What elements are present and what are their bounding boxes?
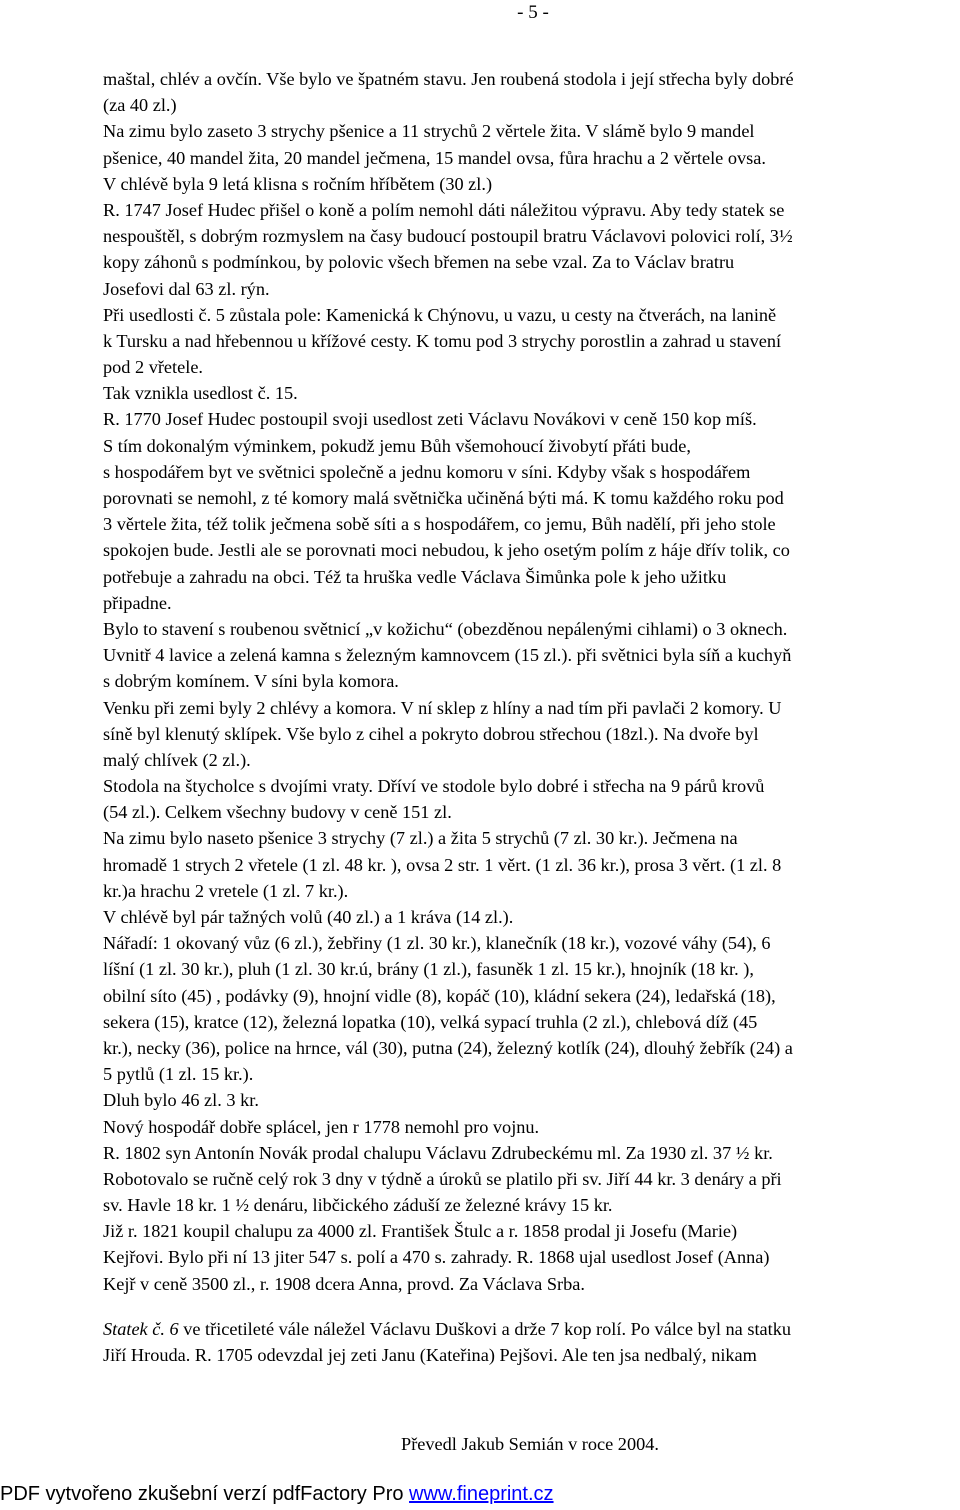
text-line: Stodola na štycholce s dvojími vraty. Dříví ve stodole bylo dobré i střecha na 9 párů krovů	[103, 776, 765, 797]
fineprint-link[interactable]: www.fineprint.cz	[409, 1483, 554, 1505]
text-line: Již r. 1821 koupil chalupu za 4000 zl. František Štulc a r. 1858 prodal ji Josefu (Marie)	[103, 1221, 738, 1242]
text-line: pod 2 vřetele.	[103, 357, 204, 378]
text-line: (54 zl.). Celkem všechny budovy v ceně 151 zl.	[103, 802, 452, 823]
text-line: Bylo to stavení s roubenou světnicí „v kožichu“ (obezděnou nepálenými cihlami) o 3 oknech.	[103, 618, 788, 639]
text-line: hromadě 1 strych 2 vřetele (1 zl. 48 kr. ), ovsa 2 str. 1 věrt. (1 zl. 36 kr.), prosa 3 věrt. (1 zl. 8	[103, 854, 782, 875]
text-line: porovnati se nemohl, z té komory malá světnička učiněná býti má. K tomu každého roku pod	[103, 488, 784, 508]
text-line: Josefovi dal 63 zl. rýn.	[103, 278, 270, 299]
text-line: spokojen bude. Jestli ale se porovnati moci nebudou, k jeho osetým polím z háje dřív tolik, co	[103, 540, 790, 561]
text-line: Kejřovi. Bylo při ní 13 jiter 547 s. polí a 470 s. zahrady. R. 1868 ujal usedlost Josef (Anna)	[103, 1247, 770, 1268]
text-line: připadne.	[103, 592, 172, 613]
text-line: obilní síto (45) , podávky (9), hnojní vidle (8), kopáč (10), kládní sekera (24), ledařská (18),	[103, 985, 776, 1006]
document-body	[103, 66, 953, 1368]
statek-line: Jiří Hrouda. R. 1705 odevzdal jej zeti Janu (Kateřina) Pejšovi. Ale ten jsa nedbalý, nikam	[103, 1345, 757, 1365]
text-line: malý chlívek (2 zl.).	[103, 749, 251, 770]
text-line: kr.)a hrachu 2 vretele (1 zl. 7 kr.).	[103, 880, 349, 901]
text-line: (za 40 zl.)	[103, 95, 177, 116]
text-line: R. 1770 Josef Hudec postoupil svoji usedlost zeti Václavu Novákovi v ceně 150 kop míš.	[103, 409, 757, 430]
text-line: Na zimu bylo naseto pšenice 3 strychy (7 zl.) a žita 5 strychů (7 zl. 30 kr.). Ječmena na	[103, 828, 738, 849]
text-line: kr.), necky (36), police na hrnce, vál (30), putna (24), železný kotlík (24), dlouhý žebřík (24) a	[103, 1037, 793, 1058]
paragraph-gap	[103, 1297, 953, 1316]
text-line: k Tursku a nad hřebennou u křížové cesty. K tomu pod 3 strychy porostlin a zahrad u stavení	[103, 330, 782, 351]
text-line: R. 1747 Josef Hudec přišel o koně a polím nemohl dáti náležitou výpravu. Aby tedy statek se	[103, 199, 785, 220]
text-line: s hospodářem byt ve světnici společně a jednu komoru v síni. Kdyby však s hospodářem	[103, 461, 751, 482]
pdf-watermark-text: PDF vytvořeno zkušební verzí pdfFactory Pro	[0, 1483, 410, 1505]
text-line: Tak vznikla usedlost č. 15.	[103, 383, 298, 404]
text-line: sekera (15), kratce (12), železná lopatka (10), velká sypací truhla (2 zl.), chlebová díž (45	[103, 1011, 758, 1032]
page-number: - 5 -	[517, 2, 549, 23]
translator-credit: Převedl Jakub Semián v roce 2004.	[401, 1434, 659, 1454]
text-line: s dobrým komínem. V síni byla komora.	[103, 671, 399, 692]
text-line: Robotovalo se ručně celý rok 3 dny v týdně a úroků se platilo při sv. Jiří 44 kr. 3 denáry a při	[103, 1168, 782, 1189]
text-line: Venku při zemi byly 2 chlévy a komora. V ní sklep z hlíny a nad tím při pavlači 2 komory. U	[103, 697, 782, 718]
text-line: Nový hospodář dobře splácel, jen r 1778 nemohl pro vojnu.	[103, 1116, 540, 1137]
statek-line	[103, 1316, 953, 1342]
text-line: Při usedlosti č. 5 zůstala pole: Kamenická k Chýnovu, u vazu, u cesty na čtverách, na lanině	[103, 304, 777, 325]
text-line: sv. Havle 18 kr. 1 ½ denáru, libčického záduší ze železné krávy 15 kr.	[103, 1195, 613, 1216]
text-line: nespouštěl, s dobrým rozmyslem na časy budoucí postoupil bratru Václavovi polovici rolí, 3½	[103, 226, 793, 247]
pdf-watermark-footer	[0, 1482, 554, 1506]
text-line: Na zimu bylo zaseto 3 strychy pšenice a 11 strychů 2 věrtele žita. V slámě bylo 9 mandel	[103, 121, 755, 142]
text-line: R. 1802 syn Antonín Novák prodal chalupu Václavu Zdrubeckému ml. Za 1930 zl. 37 ½ kr.	[103, 1142, 773, 1163]
text-line: maštal, chlév a ovčín. Vše bylo ve špatném stavu. Jen roubená stodola i její střecha byly dobré	[103, 69, 794, 89]
text-line: Kejř v ceně 3500 zl., r. 1908 dcera Anna, provd. Za Václava Srba.	[103, 1273, 585, 1294]
text-line: kopy záhonů s podmínkou, by polovic všech břemen na sebe vzal. Za to Václav bratru	[103, 252, 735, 273]
statek-text: ve třicetileté válе náležel Václavu Duškovi a drže 7 kop rolí. Po válce byl na statku	[178, 1318, 792, 1339]
text-line: pšenice, 40 mandel žita, 20 mandel ječmena, 15 mandel ovsa, fůra hrachu a 2 věrtele ovsa.	[103, 147, 766, 168]
text-line: líšní (1 zl. 30 kr.), pluh (1 zl. 30 kr.ú, brány (1 zl.), fasuněk 1 zl. 15 kr.), hnojník (18 kr. ),	[103, 959, 754, 980]
text-line: V chlévě byla 9 letá klisna s ročním hříbětem (30 zl.)	[103, 173, 493, 194]
text-line: Nářadí: 1 okovaný vůz (6 zl.), žebřiny (1 zl. 30 kr.), klanečník (18 kr.), vozové váhy (54), 6	[103, 933, 771, 954]
statek-heading: Statek č. 6	[103, 1318, 179, 1339]
text-line: potřebuje a zahradu na obci. Též ta hruška vedle Václava Šimůnka pole k jeho užitku	[103, 566, 727, 587]
text-line: S tím dokonalým výminkem, pokudž jemu Bůh všemohoucí živobytí přáti bude,	[103, 435, 691, 456]
text-line: Dluh bylo 46 zl. 3 kr.	[103, 1090, 259, 1111]
text-line: síně byl klenutý sklípek. Vše bylo z cihel a pokryto dobrou střechou (18zl.). Na dvoře byl	[103, 723, 759, 744]
text-line: 5 pytlů (1 zl. 15 kr.).	[103, 1064, 254, 1085]
text-line: V chlévě byl pár tažných volů (40 zl.) a 1 kráva (14 zl.).	[103, 907, 514, 927]
text-line: Uvnitř 4 lavice a zelená kamna s železným kamnovcem (15 zl.). při světnici byla síň a kuchyň	[103, 645, 792, 666]
text-line: 3 věrtele žita, též tolik ječmena sobě síti a s hospodářem, co jemu, Bůh nadělí, při jeho stole	[103, 514, 776, 535]
